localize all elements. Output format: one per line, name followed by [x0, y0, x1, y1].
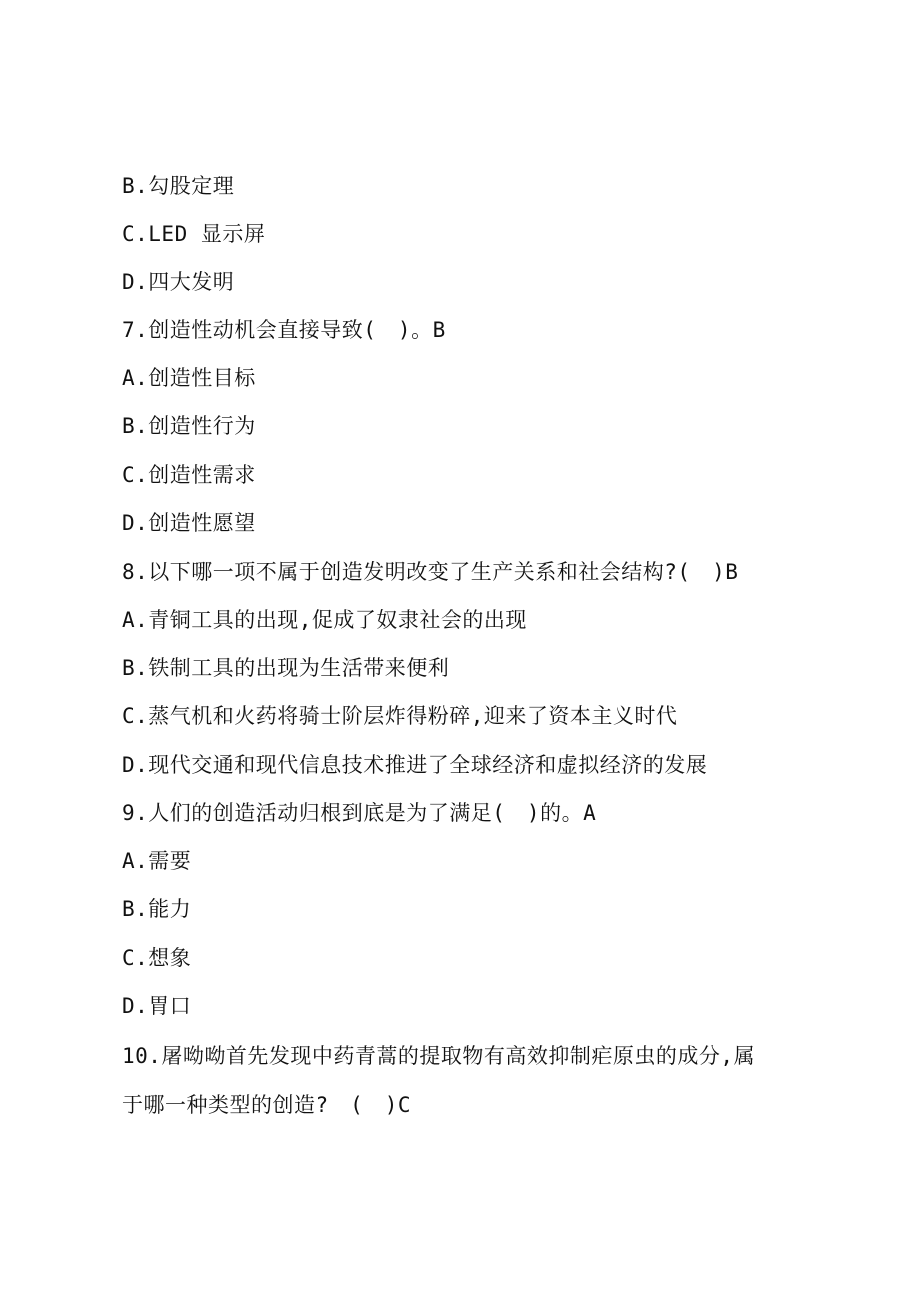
- question-7: 7.创造性动机会直接导致( )。B: [122, 318, 446, 342]
- option-b-q8: B.铁制工具的出现为生活带来便利: [122, 656, 450, 680]
- option-a-q7: A.创造性目标: [122, 366, 256, 390]
- option-d-q9: D.胃口: [122, 994, 192, 1018]
- option-c-q7: C.创造性需求: [122, 463, 256, 487]
- option-a-q8: A.青铜工具的出现,促成了奴隶社会的出现: [122, 608, 527, 632]
- option-d-q8: D.现代交通和现代信息技术推进了全球经济和虚拟经济的发展: [122, 753, 708, 777]
- option-a-q9: A.需要: [122, 849, 192, 873]
- option-d-q7: D.创造性愿望: [122, 511, 256, 535]
- option-b-q6: B.勾股定理: [122, 174, 235, 198]
- option-c-q8: C.蒸气机和火药将骑士阶层炸得粉碎,迎来了资本主义时代: [122, 704, 678, 728]
- question-10-line-2: 于哪一种类型的创造? ( )C: [122, 1093, 412, 1117]
- question-9: 9.人们的创造活动归根到底是为了满足( )的。A: [122, 801, 597, 825]
- option-b-q9: B.能力: [122, 897, 192, 921]
- option-b-q7: B.创造性行为: [122, 414, 256, 438]
- option-c-q9: C.想象: [122, 946, 192, 970]
- option-c-q6: C.LED 显示屏: [122, 222, 266, 246]
- option-d-q6: D.四大发明: [122, 270, 235, 294]
- question-10-line-1: 10.屠呦呦首先发现中药青蒿的提取物有高效抑制疟原虫的成分,属: [122, 1044, 756, 1068]
- question-8: 8.以下哪一项不属于创造发明改变了生产关系和社会结构?( )B: [122, 560, 739, 584]
